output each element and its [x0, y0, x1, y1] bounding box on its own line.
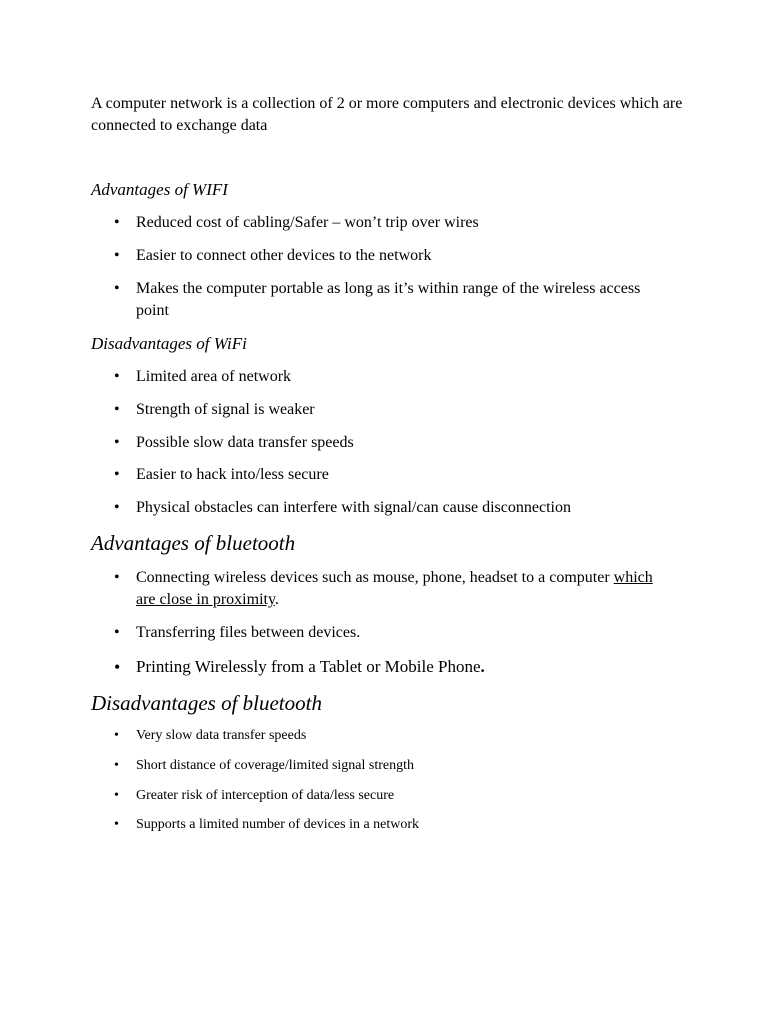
- bullet-icon: •: [114, 434, 120, 451]
- bullet-icon: •: [114, 214, 120, 231]
- bullet-icon: •: [114, 758, 119, 773]
- list-item: [114, 786, 674, 806]
- bold-period: .: [480, 657, 485, 676]
- list-item-text-prefix: Connecting wireless devices such as mouse, phone, headset to a computer: [136, 569, 610, 586]
- list-item: [114, 497, 674, 519]
- bullet-icon: •: [114, 788, 119, 803]
- bullet-icon: •: [114, 569, 120, 586]
- list-item-text: Strength of signal is weaker: [136, 401, 315, 418]
- heading-wifi-disadvantages: Disadvantages of WiFi: [91, 334, 247, 353]
- list-item: [114, 432, 674, 454]
- bullet-icon: •: [114, 728, 119, 743]
- bullet-icon: •: [114, 817, 119, 832]
- bullet-icon: •: [114, 466, 120, 483]
- list-item: [114, 366, 674, 388]
- list-item-text-suffix: .: [274, 591, 279, 608]
- list-item-text: [136, 567, 674, 611]
- list-item: [114, 567, 674, 611]
- list-item-text-main: Printing Wirelessly from a Tablet or Mobile Phone: [136, 657, 481, 676]
- list-item-text: Possible slow data transfer speeds: [136, 434, 354, 451]
- list-item: [114, 278, 654, 322]
- list-item-text: Easier to connect other devices to the network: [136, 247, 432, 264]
- bullet-icon: •: [114, 368, 120, 385]
- list-item-text: Physical obstacles can interfere with signal/can cause disconnection: [136, 499, 571, 516]
- list-item-text: [136, 656, 674, 678]
- heading-wifi-advantages: Advantages of WIFI: [91, 180, 228, 199]
- list-item-text: Limited area of network: [136, 368, 292, 385]
- list-item: [114, 464, 674, 486]
- list-item: [114, 815, 674, 835]
- list-item-text: Reduced cost of cabling/Safer – won’t trip over wires: [136, 214, 479, 231]
- bullet-icon: •: [114, 499, 120, 516]
- bullet-icon: •: [114, 624, 120, 641]
- list-item-text: Makes the computer portable as long as it’s within range of the wireless access point: [136, 280, 641, 319]
- bullet-icon: •: [114, 657, 121, 677]
- intro-paragraph: A computer network is a collection of 2 or more computers and electronic devices which are connected to exchange data: [91, 95, 683, 134]
- list-item: [114, 756, 674, 776]
- list-item-text: Supports a limited number of devices in a network: [136, 817, 420, 832]
- list-item-text: Transferring files between devices.: [136, 624, 361, 641]
- list-item: [114, 622, 674, 644]
- underlined-phrase: which are close in proximity: [136, 569, 653, 608]
- list-item-text: Short distance of coverage/limited signal strength: [136, 758, 414, 773]
- heading-bluetooth-disadvantages: Disadvantages of bluetooth: [91, 691, 322, 715]
- bullet-icon: •: [114, 401, 120, 418]
- list-item-text: Easier to hack into/less secure: [136, 466, 329, 483]
- heading-bluetooth-advantages: Advantages of bluetooth: [91, 531, 296, 555]
- bullet-icon: •: [114, 247, 120, 264]
- list-item: [114, 656, 674, 678]
- list-item-text: Greater risk of interception of data/less secure: [136, 788, 395, 803]
- list-item: [114, 212, 674, 234]
- list-item: [114, 399, 674, 421]
- list-item-text: Very slow data transfer speeds: [136, 728, 307, 743]
- list-item: [114, 245, 674, 267]
- list-item: [114, 726, 674, 746]
- bullet-icon: •: [114, 280, 120, 297]
